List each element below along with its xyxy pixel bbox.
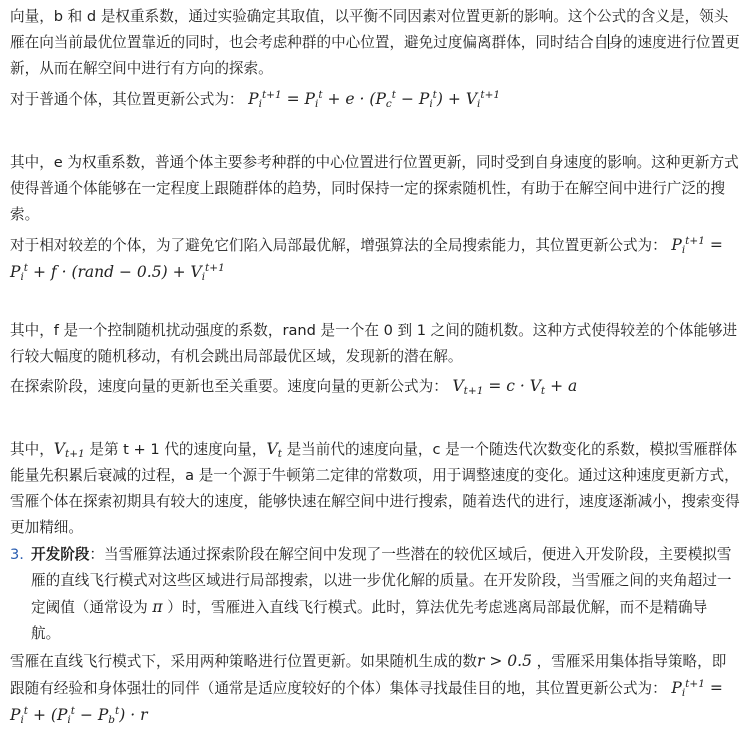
paragraph-poor-individual-formula bbox=[10, 232, 740, 286]
paragraph-ordinary-individual-formula bbox=[10, 86, 740, 113]
paragraph-text: 雪雁在直线飞行模式下，采用两种策略进行位置更新。如果随机生成的数 bbox=[10, 653, 478, 670]
paragraph-text: 是第 t + 1 代的速度向量， bbox=[89, 441, 267, 458]
formula-poor-position-update: $P_i^{t+1} = P_i^t + f$ · (rand − $0.5) + V_i^{t+1}$ bbox=[10, 235, 723, 284]
paragraph-text: 其中， bbox=[10, 441, 54, 458]
list-item-exploitation-phase bbox=[10, 542, 735, 647]
paragraph-text-continued: ，雪雁采用集体指导策略，即跟随有经验和身体强壮的同伴（通常是适应度较好的个体）集体寻找最佳目的地，其位置更新公式为： bbox=[10, 653, 727, 697]
paragraph-random-perturbation-explanation bbox=[10, 318, 740, 370]
list-item-text: ：当雪雁算法通过探索阶段在解空间中发现了一些潜在的较优区域后，便进入开发阶段，主要模拟雪雁的直线飞行模式对这些区域进行局部搜索，以进一步优化解的质量。在开发阶段，当雪雁之间的夹角超过一定阈值（通常设为 bbox=[31, 546, 732, 616]
formula-velocity-update: $V_{t+1} = c \cdot V_t + a$ bbox=[452, 377, 578, 398]
paragraph-straight-flight-formula bbox=[10, 648, 740, 729]
paragraph-text-continued: 身的速度进行位置更新，从而在解空间中进行有方向的探索。 bbox=[10, 34, 740, 77]
list-item-title: 开发阶段 bbox=[31, 546, 90, 563]
symbol-pi: π bbox=[152, 598, 163, 616]
paragraph-velocity-formula bbox=[10, 373, 740, 400]
formula-condition-r: r > 0.5 bbox=[477, 652, 532, 670]
formula-ordinary-position-update: $P_i^{t+1} = P_i^t + e \cdot (P_c^t - P_i^t) + V_i^{t+1}$ bbox=[248, 89, 501, 111]
paragraph-text: 其中，e 为权重系数，普通个体主要参考种群的中心位置进行位置更新，同时受到自身速度的影响。这种更新方式使得普通个体能够在一定程度上跟随群体的趋势，同时保持一定的探索随机性，有助于在解空间中进行广泛的搜索。 bbox=[10, 154, 739, 223]
paragraph-velocity-explanation bbox=[10, 436, 740, 541]
symbol-v-t: $V_t$ bbox=[266, 440, 282, 461]
list-item-body bbox=[31, 542, 735, 647]
paragraph-text: 是当前代的速度向量，c 是一个随迭代次数变化的系数，模拟雪雁群体能量先积累后衰减的过程，a 是一个源于牛顿第二定律的常数项，用于调整速度的变化。通过这种速度更新方式，雪雁个体在探索初期具有较大的速度，能够快速在解空间中进行搜索，随着迭代的进行，速度逐渐减小，搜索变得更加精细。 bbox=[10, 441, 740, 536]
paragraph-ordinary-individual-explanation bbox=[10, 150, 740, 228]
symbol-v-t-plus-1: $V_{t+1}$ bbox=[53, 440, 85, 461]
list-item-text-continued: ）时，雪雁进入直线飞行模式。此时，算法优先考虑逃离局部最优解，而不是精确导航。 bbox=[31, 599, 708, 642]
paragraph-text: 对于相对较差的个体，为了避免它们陷入局部最优解，增强算法的全局搜索能力，其位置更新公式为： bbox=[10, 237, 667, 254]
paragraph-text: 在探索阶段，速度向量的更新也至关重要。速度向量的更新公式为： bbox=[10, 378, 448, 395]
list-number: 3. bbox=[10, 546, 24, 563]
paragraph-text: 对于普通个体，其位置更新公式为： bbox=[10, 91, 244, 108]
paragraph-text: 向量，b 和 d 是权重系数，通过实验确定其取值，以平衡不同因素对位置更新的影响。这个公式的含义是，领头雁在向当前最优位置靠近的同时，也会考虑种群的中心位置，避免过度偏离群体，同时结合自 bbox=[10, 8, 729, 51]
paragraph-text: 其中，f 是一个控制随机扰动强度的系数，rand 是一个在 0 到 1 之间的随机数。这种方式使得较差的个体能够进行较大幅度的随机移动，有机会跳出局部最优区域，发现新的潜在解。 bbox=[10, 322, 738, 365]
formula-collective-guidance-update: $P_i^{t+1} = P_i^t + (P_i^t - P_b^t) \cdot r$ bbox=[10, 678, 723, 727]
paragraph-leader-update-explanation bbox=[10, 4, 740, 82]
